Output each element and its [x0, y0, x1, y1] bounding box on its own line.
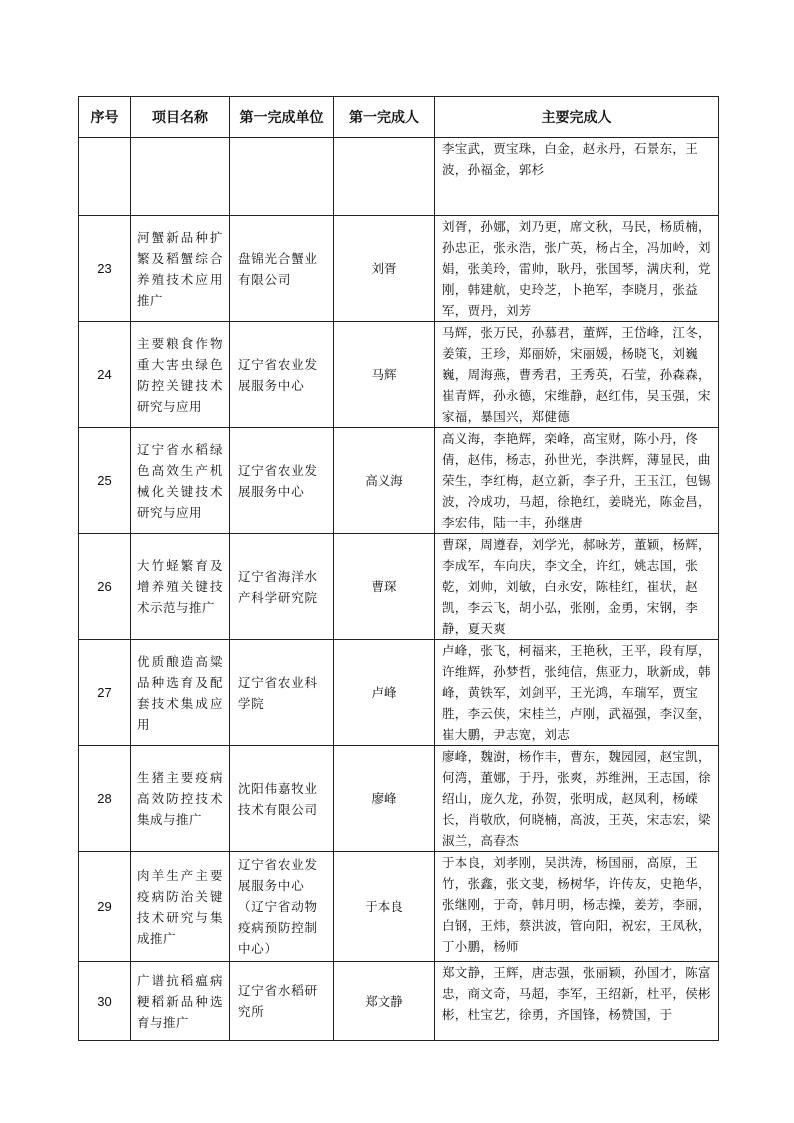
row-index: 30 [79, 962, 131, 1041]
row-first-person: 刘胥 [334, 216, 435, 322]
row-first-unit: 沈阳伟嘉牧业技术有限公司 [230, 746, 334, 852]
row-first-unit: 辽宁省农业发展服务中心 [230, 428, 334, 534]
row-first-person: 于本良 [334, 852, 435, 962]
row-index: 29 [79, 852, 131, 962]
table-row [79, 138, 719, 216]
row-main-persons: 于本良，刘孝刚，吴洪涛，杨国丽，高原，王竹，张鑫，张文斐，杨树华，许传友，史艳华，张继刚，于奇，韩月明，杨志操，姜芳，李丽，白钢，王炜，蔡洪波，管向阳，祝宏，王凤秋，丁小鹏，杨师 [435, 852, 719, 962]
row-main-persons: 马辉，张万民，孙慕君，董辉，王岱峰，江冬，姜策，王珍，郑丽娇，宋丽媛，杨晓飞，刘巍巍，周海燕，曹秀君，王秀英，石莹，孙森森，崔青辉，孙永德，宋维静，赵红伟，吴玉强，宋家福，暴国兴，郑健德 [435, 322, 719, 428]
row-index [79, 138, 131, 216]
table-row [79, 962, 719, 1041]
header-first-unit: 第一完成单位 [230, 97, 334, 138]
row-project-name: 大竹蛏繁育及增养殖关键技术示范与推广 [131, 534, 230, 640]
header-main-persons: 主要完成人 [435, 97, 719, 138]
row-project-name: 生猪主要疫病高效防控技术集成与推广 [131, 746, 230, 852]
row-first-unit: 辽宁省农业发展服务中心 [230, 322, 334, 428]
row-index: 27 [79, 640, 131, 746]
row-first-person: 郑文静 [334, 962, 435, 1041]
row-main-persons: 廖峰，魏澍，杨作丰，曹东，魏园园，赵宝凯，何湾，董娜，于丹，张爽，苏维洲，王志国，徐绍山，庞久龙，孙贺，张明成，赵凤利，杨嵘长，肖敬欣，何晓楠，高波，王英，宋志宏，梁淑兰，高春杰 [435, 746, 719, 852]
row-index: 23 [79, 216, 131, 322]
row-project-name: 肉羊生产主要疫病防治关键技术研究与集成推广 [131, 852, 230, 962]
row-project-name: 河蟹新品种扩繁及稻蟹综合养殖技术应用推广 [131, 216, 230, 322]
table-row [79, 852, 719, 962]
row-first-person: 高义海 [334, 428, 435, 534]
row-first-unit [230, 138, 334, 216]
table-row [79, 534, 719, 640]
row-project-name: 辽宁省水稻绿色高效生产机械化关键技术研究与应用 [131, 428, 230, 534]
row-project-name [131, 138, 230, 216]
row-first-unit: 盘锦光合蟹业有限公司 [230, 216, 334, 322]
row-first-person: 廖峰 [334, 746, 435, 852]
awards-table [78, 96, 719, 1041]
row-first-person: 卢峰 [334, 640, 435, 746]
row-main-persons: 刘胥，孙娜，刘乃更，席文秋，马民，杨质楠，孙忠正，张永浩，张广英，杨占全，冯加岭，刘娟，张美玲，雷帅，耿丹，张国琴，满庆利，党刚，韩建航，史玲芝，卜艳军，李晓月，张益军，贾丹，刘芳 [435, 216, 719, 322]
table-row [79, 216, 719, 322]
row-index: 26 [79, 534, 131, 640]
row-project-name: 广谱抗稻瘟病粳稻新品种选育与推广 [131, 962, 230, 1041]
row-first-unit: 辽宁省农业发展服务中心（辽宁省动物疫病预防控制中心） [230, 852, 334, 962]
table-row [79, 640, 719, 746]
table-row [79, 428, 719, 534]
row-index: 28 [79, 746, 131, 852]
row-first-unit: 辽宁省海洋水产科学研究院 [230, 534, 334, 640]
row-first-person: 曹琛 [334, 534, 435, 640]
row-first-unit: 辽宁省水稻研究所 [230, 962, 334, 1041]
header-index: 序号 [79, 97, 131, 138]
header-first-person: 第一完成人 [334, 97, 435, 138]
row-main-persons: 李宝武，贾宝珠，白金，赵永丹，石景东，王波，孙福金，郭杉 [435, 138, 719, 216]
row-index: 24 [79, 322, 131, 428]
table-row [79, 322, 719, 428]
header-row [79, 97, 719, 138]
table-row [79, 746, 719, 852]
row-first-person [334, 138, 435, 216]
row-index: 25 [79, 428, 131, 534]
row-first-unit: 辽宁省农业科学院 [230, 640, 334, 746]
row-project-name: 主要粮食作物重大害虫绿色防控关键技术研究与应用 [131, 322, 230, 428]
row-main-persons: 曹琛，周遵春，刘学光，郝咏芳，董颖，杨辉，李成军，车向庆，李文全，许红，姚志国，张乾，刘帅，刘敏，白永安，陈桂红，崔状，赵凯，李云飞，胡小弘，张刚，金勇，宋钢，李静，夏天爽 [435, 534, 719, 640]
row-first-person: 马辉 [334, 322, 435, 428]
header-project-name: 项目名称 [131, 97, 230, 138]
row-main-persons: 卢峰，张飞，柯福来，王艳秋，王平，段有厚，许维辉，孙梦哲，张纯信，焦亚力，耿新成，韩峰，黄铁军，刘剑平，王光鸿，车瑞军，贾宝胜，李云侠，宋桂兰，卢刚，武福强，李汉奎，崔大鹏，尹志宽，刘志 [435, 640, 719, 746]
row-main-persons: 郑文静，王辉，唐志强，张丽颖，孙国才，陈富忠，商文奇，马超，李军，王绍新，杜平，侯彬彬，杜宝艺，徐勇，齐国锋，杨赞国，于 [435, 962, 719, 1041]
row-main-persons: 高义海，李艳辉，栾峰，高宝财，陈小丹，佟倩，赵伟，杨志，孙世光，李洪辉，薄显民，曲荣生，李红梅，赵立新，李子升，王玉江，包锡波，冷成功，马超，徐艳红，姜晓光，陈金昌，李宏伟，陆一丰，孙继唐 [435, 428, 719, 534]
row-project-name: 优质酿造高粱品种选育及配套技术集成应用 [131, 640, 230, 746]
